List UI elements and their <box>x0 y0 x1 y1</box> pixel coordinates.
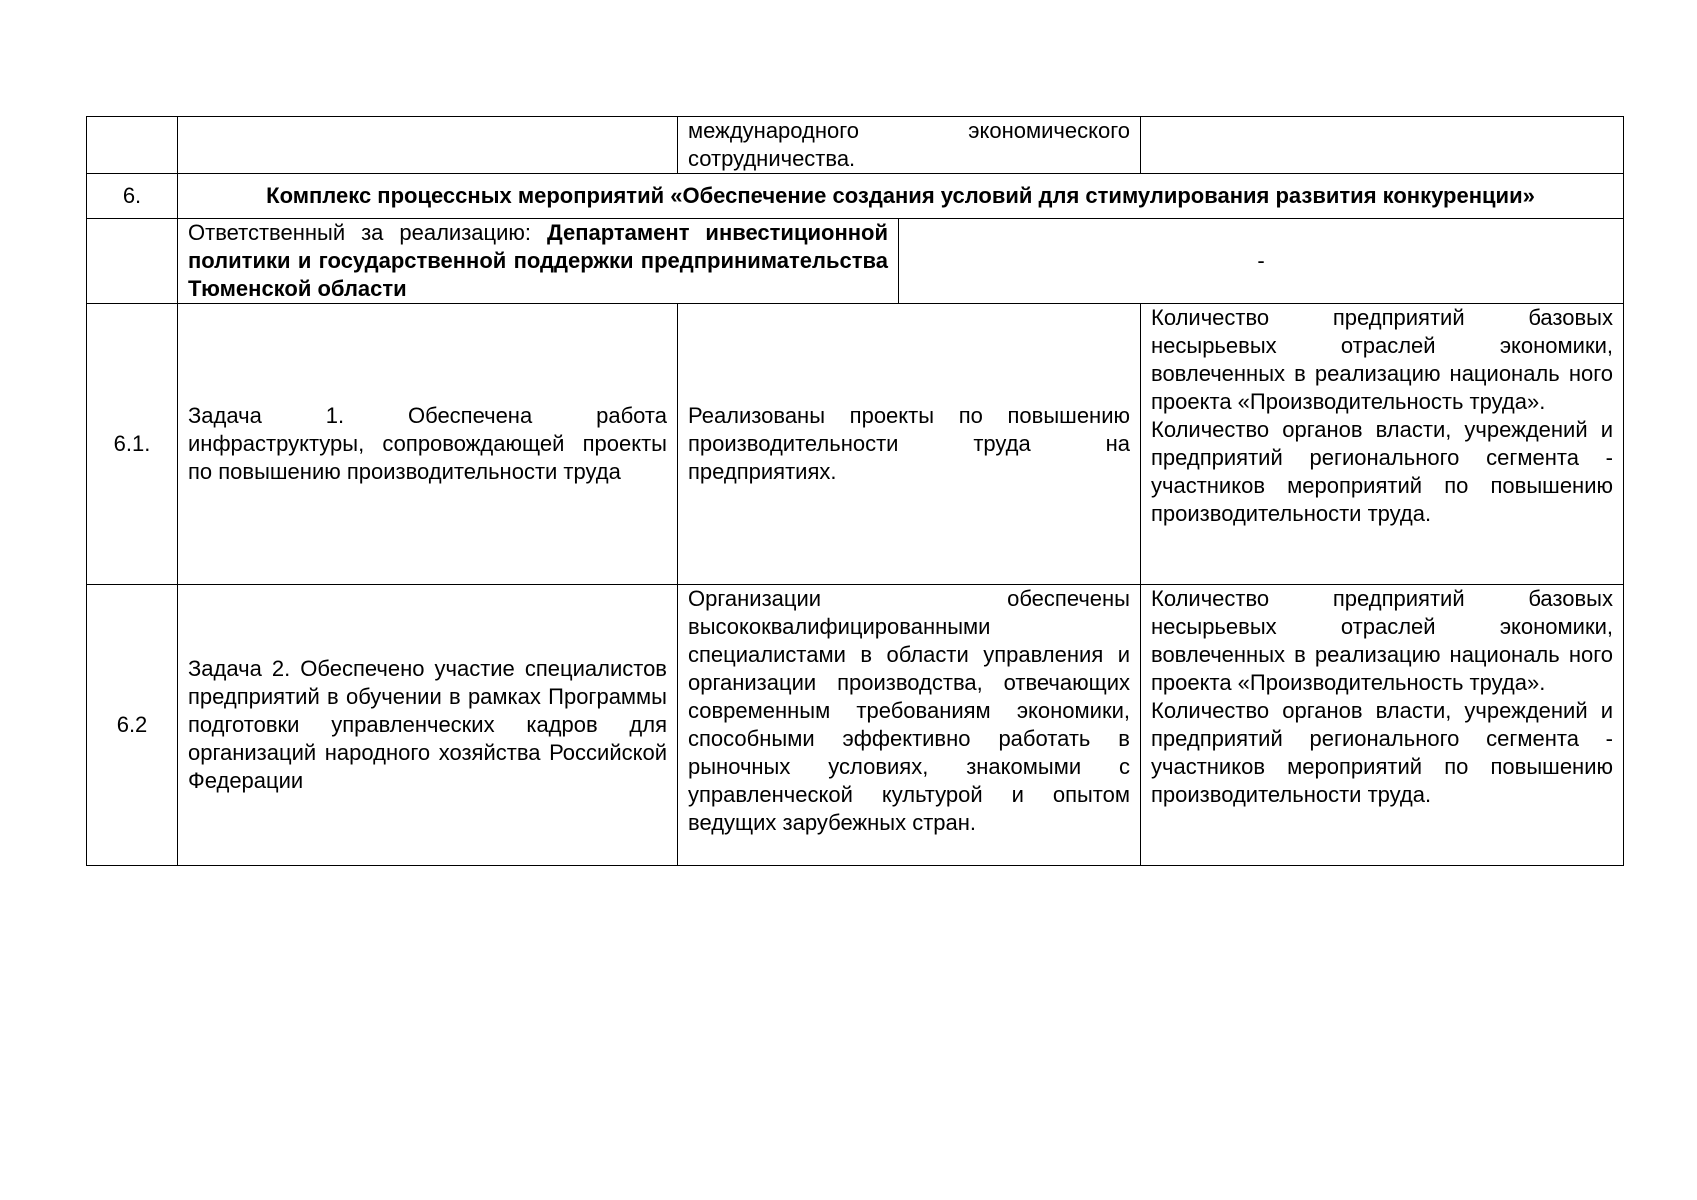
responsible-text <box>178 219 899 303</box>
cell-result: Реализованы проекты по повышению производительности труда на предприятиях. <box>678 304 1141 585</box>
cell-task: Задача 1. Обеспечена работа инфраструктуры, сопровождающей проекты по повышению производительности труда <box>178 304 678 585</box>
cell-indicator <box>1141 304 1624 585</box>
indicator-2: Количество органов власти, учреждений и предприятий регионального сегмента - участников мероприятий по повышению производительности труда. <box>1151 698 1613 807</box>
indicator-1: Количество предприятий базовых несырьевых отраслей экономики, вовлеченных в реализацию националь ного проекта «Производительность труда». <box>1151 586 1613 695</box>
table-row-continuation <box>87 117 1624 174</box>
table-row-6-2 <box>87 585 1624 866</box>
table-row-responsible <box>87 219 1624 304</box>
cell-number: 6.1. <box>87 304 178 585</box>
indicator-2: Количество органов власти, учреждений и предприятий регионального сегмента - участников мероприятий по повышению производительности труда. <box>1151 417 1613 526</box>
responsible-department: Департамент инвестиционной политики и государственной поддержки предпринимательства Тюменской области <box>188 220 888 301</box>
responsible-cell <box>178 219 1624 304</box>
cell-task <box>178 117 678 174</box>
cell-result: Организации обеспечены высококвалифицированными специалистами в области управления и организации производства, отвечающих современным требованиям экономики, способными эффективно работать в рыночных условиях, знакомыми с управленческой культурой и опытом ведущих зарубежных стран. <box>678 585 1141 866</box>
section-title: Комплекс процессных мероприятий «Обеспечение создания условий для стимулирования развития конкуренции» <box>178 174 1624 219</box>
cell-number: 6.2 <box>87 585 178 866</box>
cell-number <box>87 219 178 304</box>
cell-indicator <box>1141 117 1624 174</box>
responsible-inner <box>178 219 1623 303</box>
cell-result: международного экономического сотрудничества. <box>678 117 1141 174</box>
indicator-1: Количество предприятий базовых несырьевых отраслей экономики, вовлеченных в реализацию националь ного проекта «Производительность труда». <box>1151 305 1613 414</box>
program-table <box>86 116 1624 866</box>
responsible-value: - <box>1257 248 1265 273</box>
responsible-label: Ответственный за реализацию: <box>188 220 532 245</box>
section-number: 6. <box>87 174 178 219</box>
cell-indicator <box>1141 585 1624 866</box>
table-row-section-6 <box>87 174 1624 219</box>
table-row-6-1 <box>87 304 1624 585</box>
cell-task: Задача 2. Обеспечено участие специалистов предприятий в обучении в рамках Программы подготовки управленческих кадров для организаций народного хозяйства Российской Федерации <box>178 585 678 866</box>
cell-number <box>87 117 178 174</box>
